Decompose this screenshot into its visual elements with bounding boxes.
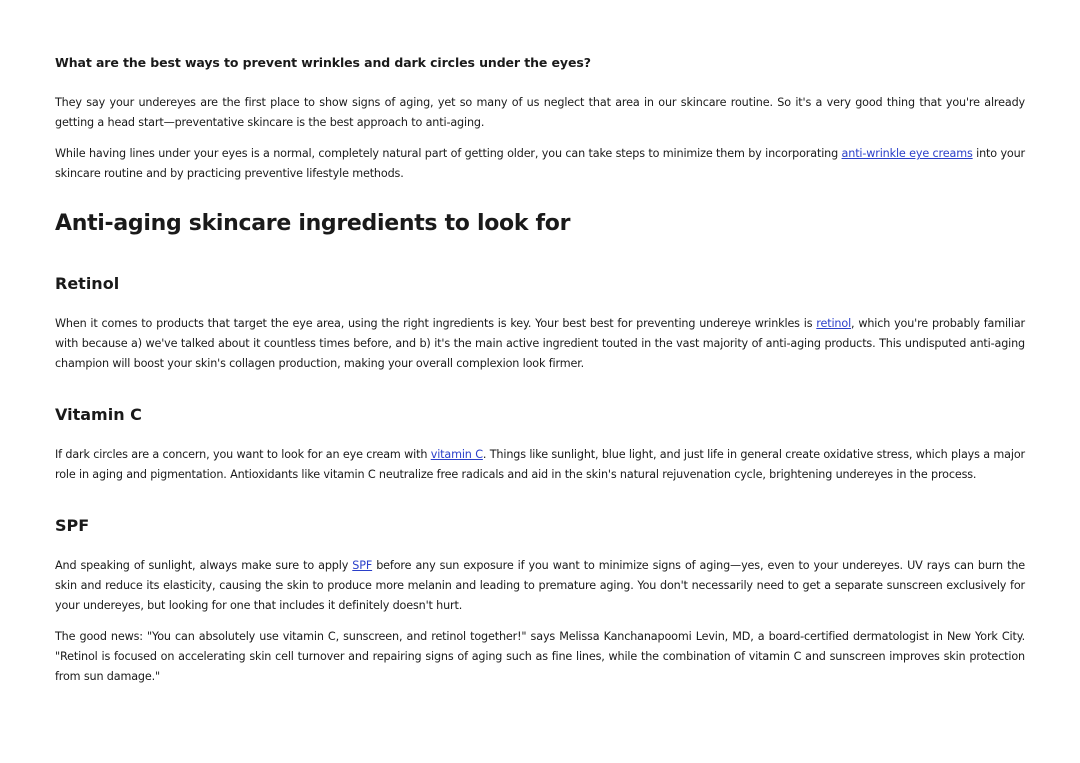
text-span: into your skincare routine and by practicing preventive lifestyle methods.: [55, 147, 1026, 180]
text-span: . Things like sunlight, blue light, and just life in general create oxidative stress, which plays a major role in aging and pigmentation. Antioxidants like vitamin C neutralize free radicals and aid in the skin's natural rejuvenation cycle, brightening undereyes in the process.: [55, 448, 1025, 481]
text-span: , which you're probably familiar with because a) we've talked about it countless times before, and b) it's the main active ingredient touted in the vast majority of anti-aging products. This undisputed anti-aging champion will boost your skin's collagen production, making your overall complexion look firmer.: [55, 317, 1026, 370]
vitamin-c-heading: Vitamin C: [55, 405, 142, 424]
spf-link[interactable]: SPF: [352, 559, 373, 572]
retinol-heading: Retinol: [55, 274, 120, 293]
spf-paragraph: [55, 556, 1025, 616]
text-span: before any sun exposure if you want to minimize signs of aging—yes, even to your undereyes. UV rays can burn the skin and reduce its elasticity, causing the skin to produce more melanin and leading to premature aging. You don't necessarily need to get a separate sunscreen exclusively for your undereyes, but looking for one that includes it definitely doesn't hurt.: [55, 559, 1025, 612]
section-heading: Anti-aging skincare ingredients to look for: [55, 211, 571, 236]
dermatologist-quote-paragraph: The good news: "You can absolutely use vitamin C, sunscreen, and retinol together!" says Melissa Kanchanapoomi Levin, MD, a board-certified dermatologist in New York City. "Retinol is focused on accelerating skin cell turnover and repairing signs of aging such as fine lines, while the combination of vitamin C and sunscreen improves skin protection from sun damage.": [55, 630, 1025, 683]
retinol-link[interactable]: retinol: [816, 317, 852, 330]
vitamin-c-paragraph: [55, 445, 1025, 485]
retinol-paragraph: [55, 314, 1025, 374]
vitamin-c-link[interactable]: vitamin C: [430, 448, 483, 461]
text-span: While having lines under your eyes is a normal, completely natural part of getting older, you can take steps to minimize them by incorporating: [55, 147, 842, 160]
text-span: When it comes to products that target the eye area, using the right ingredients is key. Your best best for preventing undereye wrinkles is: [55, 317, 817, 330]
intro-paragraph-2: [55, 144, 1025, 184]
intro-paragraph: They say your undereyes are the first place to show signs of aging, yet so many of us neglect that area in our skincare routine. So it's a very good thing that you're already getting a head start—preventative skincare is the best approach to anti-aging.: [55, 96, 1025, 129]
text-span: If dark circles are a concern, you want to look for an eye cream with: [55, 448, 431, 461]
question-title: What are the best ways to prevent wrinkles and dark circles under the eyes?: [55, 55, 591, 70]
spf-heading: SPF: [55, 516, 90, 535]
text-span: And speaking of sunlight, always make sure to apply: [55, 559, 353, 572]
anti-wrinkle-eye-creams-link[interactable]: anti-wrinkle eye creams: [841, 147, 973, 160]
